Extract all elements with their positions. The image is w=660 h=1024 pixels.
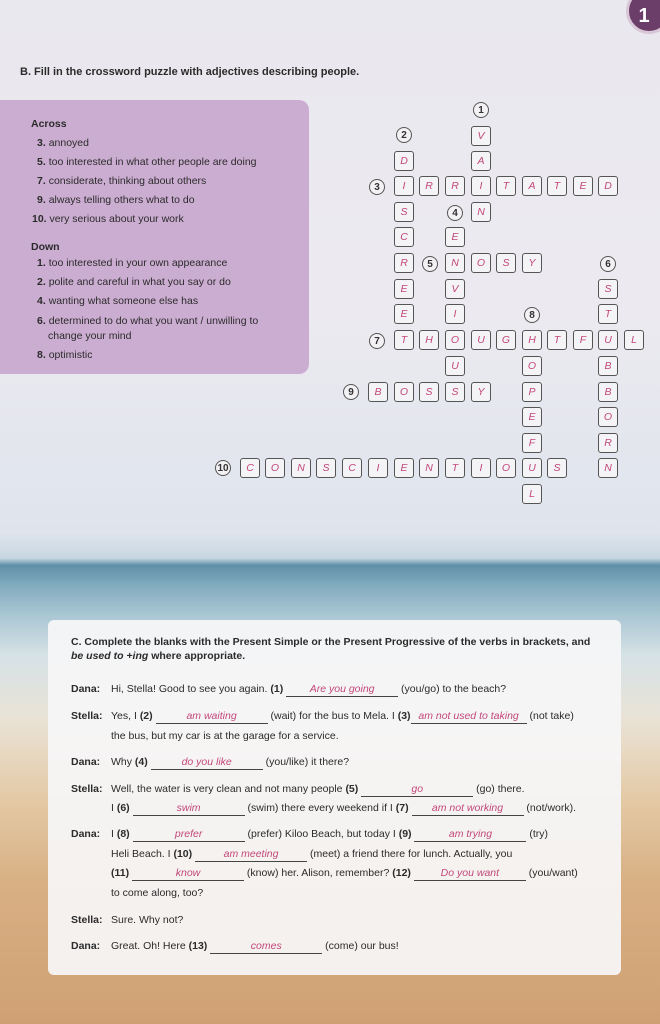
speaker-label: Stella: [71, 783, 103, 795]
clue-across-9: 9. always telling others what to do [37, 194, 195, 206]
answer-blank[interactable]: swim [133, 802, 245, 816]
crossword-cell[interactable]: A [522, 176, 542, 196]
section-b-heading: B. Fill in the crossword puzzle with adjectives describing people. [20, 66, 360, 78]
answer-blank[interactable]: Do you want [414, 867, 526, 881]
crossword-cell[interactable]: H [419, 330, 439, 350]
speaker-label: Dana: [71, 756, 101, 768]
exercise-c-card [48, 620, 621, 975]
clue-down-8: 8. optimistic [37, 349, 93, 361]
crossword-cell[interactable]: N [291, 458, 311, 478]
grid-number-3: 3 [369, 179, 385, 195]
crossword-cell[interactable]: F [573, 330, 593, 350]
dialogue-line: Why (4) do you like (you/like) it there? [111, 756, 350, 768]
crossword-cell[interactable]: U [471, 330, 491, 350]
crossword-cell[interactable]: U [445, 356, 465, 376]
crossword-cell[interactable]: H [522, 330, 542, 350]
crossword-cell[interactable]: E [573, 176, 593, 196]
crossword-cell[interactable]: L [522, 484, 542, 504]
crossword-cell[interactable]: A [471, 151, 491, 171]
crossword-cell[interactable]: D [598, 176, 618, 196]
crossword-cell[interactable]: S [419, 382, 439, 402]
crossword-cell[interactable]: E [394, 458, 414, 478]
crossword-cell[interactable]: O [598, 407, 618, 427]
grid-number-1: 1 [473, 102, 489, 118]
crossword-cell[interactable]: B [368, 382, 388, 402]
grid-number-4: 4 [447, 205, 463, 221]
speaker-label: Stella: [71, 914, 103, 926]
dialogue-line: Great. Oh! Here (13) comes (come) our bus! [111, 940, 399, 952]
crossword-cell[interactable]: U [598, 330, 618, 350]
crossword-cell[interactable]: S [445, 382, 465, 402]
crossword-cell[interactable]: I [445, 304, 465, 324]
crossword-cell[interactable]: C [240, 458, 260, 478]
crossword-cell[interactable]: L [624, 330, 644, 350]
crossword-cell[interactable]: N [598, 458, 618, 478]
dialogue-line: Hi, Stella! Good to see you again. (1) Are you going (you/go) to the beach? [111, 683, 507, 695]
grid-number-5: 5 [422, 256, 438, 272]
crossword-cell[interactable]: D [394, 151, 414, 171]
answer-blank[interactable]: am not working [412, 802, 524, 816]
clue-down-2: 2. polite and careful in what you say or do [37, 276, 231, 288]
crossword-cell[interactable]: B [598, 356, 618, 376]
down-heading: Down [31, 241, 60, 253]
crossword-cell[interactable]: I [471, 458, 491, 478]
dialogue-line: to come along, too? [111, 887, 204, 899]
answer-blank[interactable]: am trying [414, 828, 526, 842]
dialogue-line: (11) know (know) her. Alison, remember? (12) Do you want (you/want) [111, 867, 578, 879]
crossword-cell[interactable]: O [471, 253, 491, 273]
dialogue-line: Sure. Why not? [111, 914, 184, 926]
crossword-cell[interactable]: E [394, 304, 414, 324]
answer-blank[interactable]: am waiting [156, 710, 268, 724]
answer-blank[interactable]: comes [210, 940, 322, 954]
grid-number-7: 7 [369, 333, 385, 349]
crossword-cell[interactable]: S [496, 253, 516, 273]
crossword-cell[interactable]: T [547, 330, 567, 350]
crossword-cell[interactable]: E [522, 407, 542, 427]
crossword-cell[interactable]: F [522, 433, 542, 453]
crossword-cell[interactable]: I [368, 458, 388, 478]
clue-across-7: 7. considerate, thinking about others [37, 175, 207, 187]
crossword-cell[interactable]: C [342, 458, 362, 478]
answer-blank[interactable]: go [361, 783, 473, 797]
crossword-cell[interactable]: I [394, 176, 414, 196]
crossword-cell[interactable]: N [445, 253, 465, 273]
crossword-cell[interactable]: N [419, 458, 439, 478]
answer-blank[interactable]: know [132, 867, 244, 881]
crossword-cell[interactable]: C [394, 227, 414, 247]
answer-blank[interactable]: prefer [133, 828, 245, 842]
clue-down-6: 6. determined to do what you want / unwilling to [37, 315, 259, 327]
across-heading: Across [31, 118, 67, 130]
crossword-cell[interactable]: T [394, 330, 414, 350]
dialogue-line: the bus, but my car is at the garage for a service. [111, 730, 339, 742]
page-number-badge: 1 [626, 0, 660, 34]
crossword-cell[interactable]: O [265, 458, 285, 478]
crossword-cell[interactable]: R [419, 176, 439, 196]
crossword-cell[interactable]: R [394, 253, 414, 273]
dialogue-line: Heli Beach. I (10) am meeting (meet) a friend there for lunch. Actually, you [111, 848, 513, 860]
crossword-cell[interactable]: S [316, 458, 336, 478]
crossword-cell[interactable]: T [598, 304, 618, 324]
grid-number-9: 9 [343, 384, 359, 400]
crossword-cell[interactable]: O [445, 330, 465, 350]
speaker-label: Stella: [71, 710, 103, 722]
grid-number-2: 2 [396, 127, 412, 143]
clue-across-3: 3. annoyed [37, 137, 89, 149]
grid-number-6: 6 [600, 256, 616, 272]
grid-number-8: 8 [524, 307, 540, 323]
grid-number-10: 10 [215, 460, 231, 476]
answer-blank[interactable]: Are you going [286, 683, 398, 697]
crossword-cell[interactable]: I [471, 176, 491, 196]
clue-down-4: 4. wanting what someone else has [37, 295, 199, 307]
crossword-cell[interactable]: N [471, 202, 491, 222]
crossword-cell[interactable]: Y [522, 253, 542, 273]
speaker-label: Dana: [71, 940, 101, 952]
clue-across-5: 5. too interested in what other people are doing [37, 156, 257, 168]
crossword-cell[interactable]: O [522, 356, 542, 376]
answer-blank[interactable]: do you like [151, 756, 263, 770]
dialogue-line: Well, the water is very clean and not many people (5) go (go) there. [111, 783, 525, 795]
clue-down-6-continued: change your mind [48, 330, 132, 342]
clue-down-1: 1. too interested in your own appearance [37, 257, 228, 269]
crossword-cell[interactable]: V [445, 279, 465, 299]
section-c-heading: C. Complete the blanks with the Present Simple or the Present Progressive of the verbs in brackets, and be used to +ing where appropriate. [71, 636, 591, 662]
dialogue-line: Yes, I (2) am waiting (wait) for the bus to Mela. I (3) am not used to taking (not take) [111, 710, 574, 722]
crossword-cell[interactable]: Y [471, 382, 491, 402]
answer-blank[interactable]: am meeting [195, 848, 307, 862]
crossword-cell[interactable]: R [445, 176, 465, 196]
crossword-cell[interactable]: S [547, 458, 567, 478]
crossword-cell[interactable]: E [445, 227, 465, 247]
crossword-cell[interactable]: B [598, 382, 618, 402]
crossword-cell[interactable]: S [394, 202, 414, 222]
crossword-cell[interactable]: P [522, 382, 542, 402]
clue-across-10: 10. very serious about your work [32, 213, 184, 225]
crossword-cell[interactable]: G [496, 330, 516, 350]
crossword-cell[interactable]: T [445, 458, 465, 478]
crossword-cell[interactable]: E [394, 279, 414, 299]
crossword-cell[interactable]: S [598, 279, 618, 299]
dialogue-line: I (6) swim (swim) there every weekend if I (7) am not working (not/work). [111, 802, 577, 814]
crossword-cell[interactable]: T [496, 176, 516, 196]
crossword-cell[interactable]: T [547, 176, 567, 196]
crossword-cell[interactable]: U [522, 458, 542, 478]
crossword-cell[interactable]: O [496, 458, 516, 478]
dialogue-line: I (8) prefer (prefer) Kiloo Beach, but today I (9) am trying (try) [111, 828, 549, 840]
answer-blank[interactable]: am not used to taking [411, 710, 527, 724]
speaker-label: Dana: [71, 683, 101, 695]
crossword-cell[interactable]: V [471, 126, 491, 146]
crossword-cell[interactable]: O [394, 382, 414, 402]
crossword-cell[interactable]: R [598, 433, 618, 453]
speaker-label: Dana: [71, 828, 101, 840]
